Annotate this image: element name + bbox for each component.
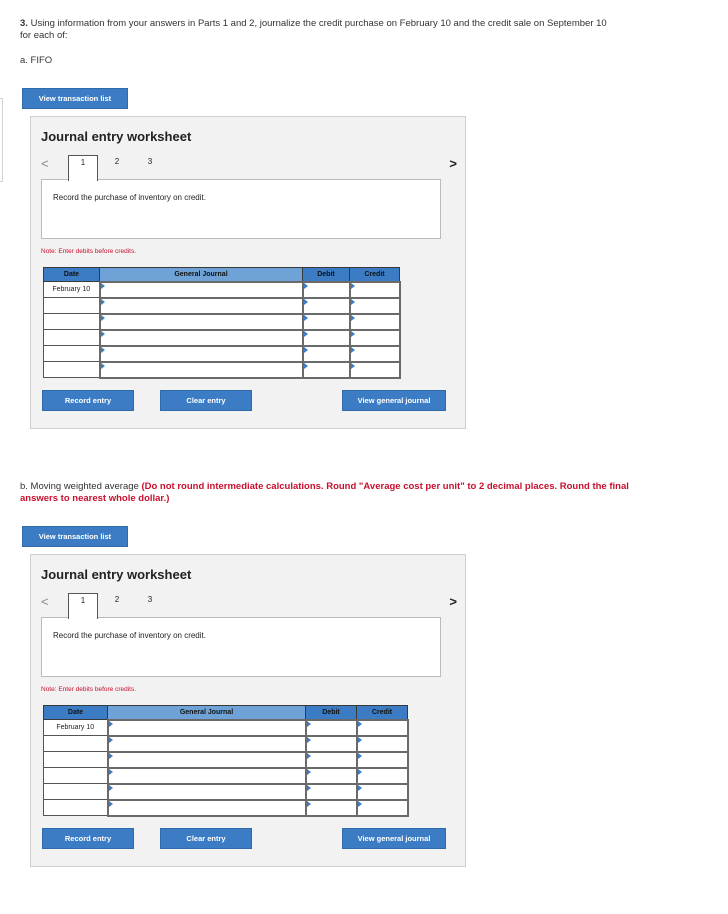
- debit-input[interactable]: [306, 720, 357, 736]
- account-input[interactable]: [100, 362, 303, 378]
- header-general-journal: General Journal: [100, 268, 303, 282]
- table-row: [44, 752, 408, 768]
- side-tab: [0, 98, 3, 182]
- debit-input[interactable]: [303, 346, 350, 362]
- credit-input[interactable]: [357, 800, 408, 816]
- clear-entry-button[interactable]: Clear entry: [160, 828, 252, 849]
- header-credit: Credit: [350, 268, 400, 282]
- next-page-icon[interactable]: >: [449, 594, 457, 609]
- table-row: [44, 768, 408, 784]
- table-row: [44, 282, 400, 298]
- page-tab-3[interactable]: 3: [147, 595, 153, 604]
- date-cell: February 10: [44, 282, 100, 298]
- date-cell: [44, 752, 108, 768]
- journal-table: [43, 705, 409, 817]
- table-row: [44, 330, 400, 346]
- date-cell: [44, 736, 108, 752]
- debit-input[interactable]: [306, 752, 357, 768]
- header-date: Date: [44, 706, 108, 720]
- table-row: [44, 362, 400, 378]
- debit-input[interactable]: [303, 362, 350, 378]
- view-general-journal-button[interactable]: View general journal: [342, 390, 446, 411]
- part-b-label: b. Moving weighted average: [20, 481, 139, 492]
- date-cell: [44, 298, 100, 314]
- account-input[interactable]: [100, 298, 303, 314]
- prompt-text: Record the purchase of inventory on credit.: [53, 193, 206, 202]
- account-input[interactable]: [100, 330, 303, 346]
- question-body: Using information from your answers in Parts 1 and 2, journalize the credit purchase on February 10 and the credit sale on September 10 for each of:: [20, 18, 607, 41]
- view-transaction-list-button-b[interactable]: View transaction list: [22, 526, 128, 547]
- view-general-journal-button[interactable]: View general journal: [342, 828, 446, 849]
- prev-page-icon[interactable]: <: [41, 594, 49, 609]
- debit-input[interactable]: [303, 330, 350, 346]
- account-input[interactable]: [100, 282, 303, 298]
- date-cell: [44, 784, 108, 800]
- date-cell: [44, 362, 100, 378]
- date-cell: [44, 314, 100, 330]
- worksheet-pager: [41, 593, 457, 613]
- table-row: [44, 800, 408, 816]
- table-row: [44, 784, 408, 800]
- table-row: [44, 314, 400, 330]
- question-number: 3.: [20, 18, 28, 29]
- date-cell: [44, 346, 100, 362]
- header-debit: Debit: [303, 268, 350, 282]
- record-entry-button[interactable]: Record entry: [42, 390, 134, 411]
- page-tab-2[interactable]: 2: [114, 157, 120, 166]
- debit-input[interactable]: [306, 800, 357, 816]
- debit-input[interactable]: [303, 298, 350, 314]
- account-input[interactable]: [108, 784, 306, 800]
- page-tab-3[interactable]: 3: [147, 157, 153, 166]
- view-transaction-list-button-a[interactable]: View transaction list: [22, 88, 128, 109]
- prompt-text: Record the purchase of inventory on credit.: [53, 631, 206, 640]
- page-tab-1[interactable]: 1: [68, 155, 98, 181]
- journal-table: [43, 267, 401, 379]
- table-row: [44, 720, 408, 736]
- table-row: [44, 736, 408, 752]
- header-date: Date: [44, 268, 100, 282]
- date-cell: [44, 768, 108, 784]
- credit-input[interactable]: [350, 282, 400, 298]
- header-credit: Credit: [357, 706, 408, 720]
- credit-input[interactable]: [350, 346, 400, 362]
- date-cell: [44, 330, 100, 346]
- debit-input[interactable]: [303, 282, 350, 298]
- worksheet-pager: [41, 155, 457, 175]
- credit-input[interactable]: [357, 720, 408, 736]
- part-b-instruction: (Do not round intermediate calculations. Round "Average cost per unit" to 2 decimal places. Round the final answers to nearest whole dollar.): [20, 481, 629, 504]
- prev-page-icon[interactable]: <: [41, 156, 49, 171]
- worksheet-title: Journal entry worksheet: [41, 567, 192, 582]
- date-cell: [44, 800, 108, 816]
- table-row: [44, 346, 400, 362]
- page-tab-1[interactable]: 1: [68, 593, 98, 619]
- account-input[interactable]: [108, 800, 306, 816]
- debit-input[interactable]: [303, 314, 350, 330]
- account-input[interactable]: [108, 768, 306, 784]
- question-text: [20, 18, 620, 42]
- record-entry-button[interactable]: Record entry: [42, 828, 134, 849]
- journal-entry-worksheet-a: [30, 116, 466, 429]
- header-debit: Debit: [306, 706, 357, 720]
- account-input[interactable]: [100, 314, 303, 330]
- note-text: Note: Enter debits before credits.: [41, 686, 137, 693]
- worksheet-title: Journal entry worksheet: [41, 129, 192, 144]
- debit-input[interactable]: [306, 768, 357, 784]
- journal-entry-worksheet-b: [30, 554, 466, 867]
- clear-entry-button[interactable]: Clear entry: [160, 390, 252, 411]
- credit-input[interactable]: [350, 330, 400, 346]
- part-b-text: [20, 481, 660, 505]
- note-text: Note: Enter debits before credits.: [41, 248, 137, 255]
- credit-input[interactable]: [350, 362, 400, 378]
- page-tab-2[interactable]: 2: [114, 595, 120, 604]
- account-input[interactable]: [108, 736, 306, 752]
- credit-input[interactable]: [357, 784, 408, 800]
- credit-input[interactable]: [357, 736, 408, 752]
- credit-input[interactable]: [350, 298, 400, 314]
- debit-input[interactable]: [306, 784, 357, 800]
- debit-input[interactable]: [306, 736, 357, 752]
- header-general-journal: General Journal: [108, 706, 306, 720]
- credit-input[interactable]: [357, 768, 408, 784]
- table-row: [44, 298, 400, 314]
- account-input[interactable]: [100, 346, 303, 362]
- account-input[interactable]: [108, 752, 306, 768]
- prompt-box: [41, 179, 441, 239]
- account-input[interactable]: [108, 720, 306, 736]
- next-page-icon[interactable]: >: [449, 156, 457, 171]
- prompt-box: [41, 617, 441, 677]
- credit-input[interactable]: [357, 752, 408, 768]
- part-a-label: a. FIFO: [20, 55, 53, 66]
- credit-input[interactable]: [350, 314, 400, 330]
- date-cell: February 10: [44, 720, 108, 736]
